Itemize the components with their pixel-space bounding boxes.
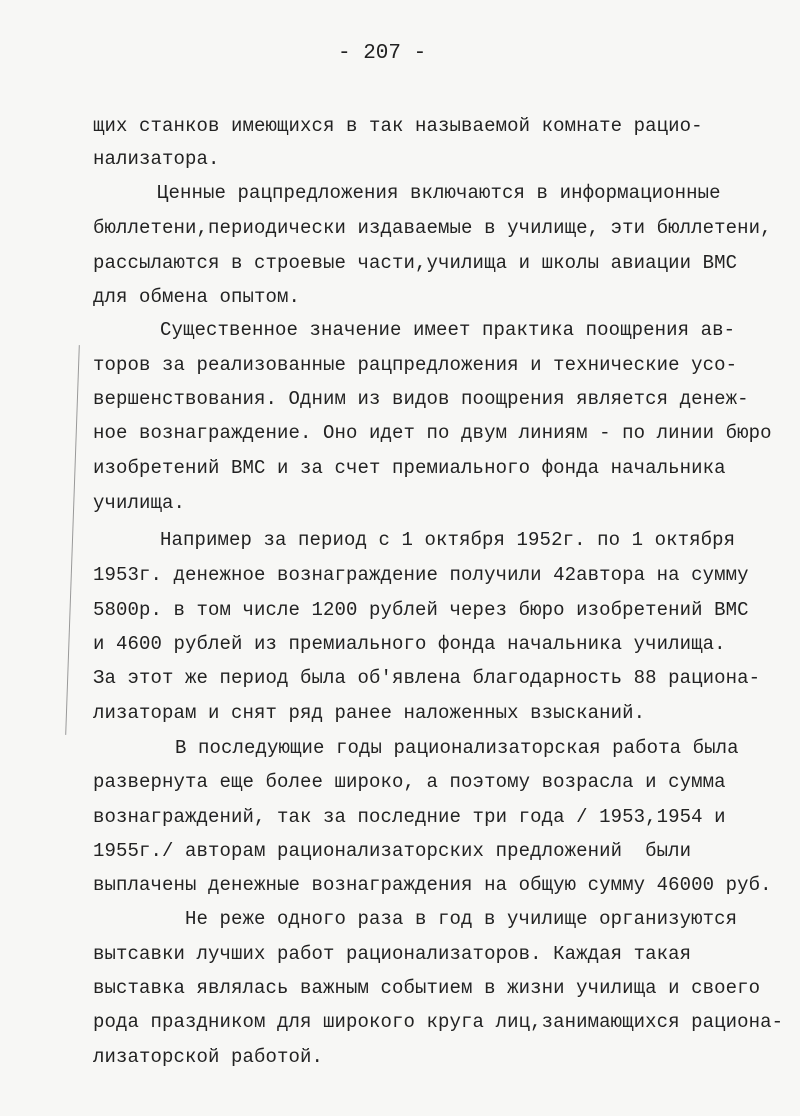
- text-line: щих станков имеющихся в так называемой комнате рацио-: [93, 115, 703, 137]
- text-line: 1955г./ авторам рационализаторских предложений были: [93, 840, 692, 862]
- text-line: вершенствования. Одним из видов поощрения является денеж-: [93, 388, 749, 410]
- text-line: вознаграждений, так за последние три года / 1953,1954 и: [93, 806, 726, 828]
- text-line: Ценные рацпредложения включаются в информационные: [157, 182, 721, 204]
- text-line: лизаторской работой.: [93, 1046, 324, 1068]
- text-line: выставка являлась важным событием в жизни училища и своего: [93, 977, 761, 999]
- text-line: Не реже одного раза в год в училище организуются: [185, 908, 738, 930]
- text-line: для обмена опытом.: [93, 286, 301, 308]
- text-line: 5800р. в том числе 1200 рублей через бюро изобретений ВМС: [93, 599, 749, 621]
- text-line: 1953г. денежное вознаграждение получили 42автора на сумму: [93, 564, 749, 586]
- text-line: выплачены денежные вознаграждения на общую сумму 46000 руб.: [93, 874, 772, 896]
- text-line: вытсавки лучших работ рационализаторов. Каждая такая: [93, 943, 692, 965]
- text-line: ное вознаграждение. Оно идет по двум линиям - по линии бюро: [93, 422, 772, 444]
- margin-pencil-mark: [65, 345, 80, 735]
- text-line: бюллетени,периодически издаваемые в училище, эти бюллетени,: [93, 217, 772, 239]
- page-number: - 207 -: [338, 42, 427, 65]
- text-line: В последующие годы рационализаторская работа была: [175, 737, 739, 759]
- text-line: изобретений ВМС и за счет премиального фонда начальника: [93, 457, 726, 479]
- text-line: развернута еще более широко, а поэтому возрасла и сумма: [93, 771, 726, 793]
- text-line: рода праздником для широкого круга лиц,занимающихся рациона-: [93, 1011, 784, 1033]
- text-line: Например за период с 1 октября 1952г. по 1 октября: [160, 529, 736, 551]
- text-line: За этот же период была об'явлена благодарность 88 рациона-: [93, 667, 761, 689]
- text-line: рассылаются в строевые части,училища и школы авиации ВМС: [93, 252, 738, 274]
- text-line: нализатора.: [93, 148, 220, 170]
- text-line: и 4600 рублей из премиального фонда начальника училища.: [93, 633, 726, 655]
- text-line: Существенное значение имеет практика поощрения ав-: [160, 319, 736, 341]
- text-line: торов за реализованные рацпредложения и технические усо-: [93, 354, 738, 376]
- text-line: училища.: [93, 492, 186, 514]
- text-line: лизаторам и снят ряд ранее наложенных взысканий.: [93, 702, 646, 724]
